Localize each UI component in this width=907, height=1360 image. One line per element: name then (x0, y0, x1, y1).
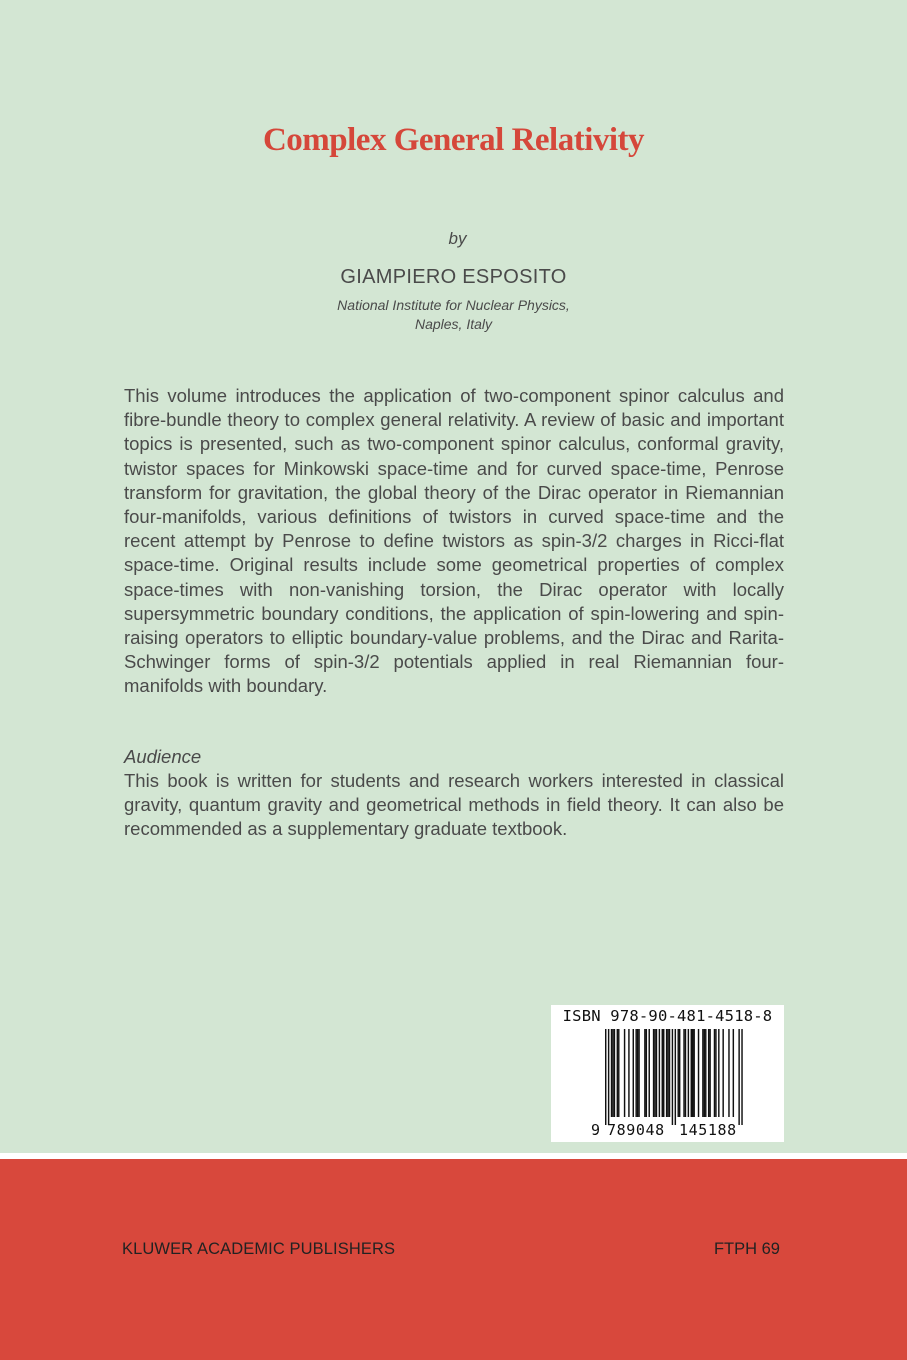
barcode-bar (624, 1029, 625, 1117)
barcode-bar (679, 1029, 680, 1117)
barcode-bar (733, 1029, 734, 1117)
barcode-bar (685, 1029, 686, 1117)
barcode-bar (654, 1029, 655, 1117)
book-title: Complex General Relativity (262, 122, 645, 158)
barcode-bar (611, 1029, 612, 1117)
barcode-bar (714, 1029, 715, 1117)
author-affiliation-line2: Naples, Italy (414, 316, 493, 332)
barcode-bar (691, 1029, 692, 1117)
barcode-bar (663, 1029, 664, 1117)
barcode-bar (678, 1029, 679, 1117)
author-name: GIAMPIERO ESPOSITO (340, 266, 567, 288)
barcode-bar (688, 1029, 689, 1117)
publisher-band (0, 1159, 907, 1360)
barcode-bar (705, 1029, 706, 1117)
barcode-bar (662, 1029, 663, 1117)
barcode-bar (708, 1029, 709, 1117)
barcode-guard-bar (672, 1029, 673, 1125)
barcode-bar (709, 1029, 710, 1117)
barcode-guard-bar (675, 1029, 676, 1125)
by-line: by (448, 229, 467, 248)
barcode-guard-bar (738, 1029, 739, 1125)
barcode-bar (612, 1029, 613, 1117)
barcode-bar (667, 1029, 668, 1117)
barcode-bar (659, 1029, 660, 1117)
barcode-bar (698, 1029, 699, 1117)
barcode-bars (551, 1025, 784, 1125)
barcode-bar (646, 1029, 647, 1117)
barcode-bar (669, 1029, 670, 1117)
publisher-name: KLUWER ACADEMIC PUBLISHERS (122, 1240, 396, 1258)
barcode-guard-bar (608, 1029, 609, 1125)
series-code: FTPH 69 (713, 1240, 780, 1258)
audience-description: This book is written for students and research workers interested in classical gravity, quantum gravity and geometrical methods in field theory. It can also be recommended as a supplementary graduate textbook. (124, 770, 784, 840)
barcode-bar (704, 1029, 705, 1117)
barcode-bar (653, 1029, 654, 1117)
barcode-bar (692, 1029, 693, 1117)
isbn-barcode (551, 1005, 784, 1142)
barcode-bar (728, 1029, 729, 1117)
barcode-bar (715, 1029, 716, 1117)
barcode-guard-bar (605, 1029, 606, 1125)
barcode-bar (718, 1029, 719, 1117)
barcode-bar (633, 1029, 634, 1117)
barcode-bar (618, 1029, 619, 1117)
barcode-bar (628, 1029, 629, 1117)
ean-right-group: 145188 (679, 1121, 737, 1139)
barcode-bar (638, 1029, 639, 1117)
barcode-bar (614, 1029, 615, 1117)
barcode-bar (656, 1029, 657, 1117)
barcode-bar (693, 1029, 694, 1117)
isbn-label: ISBN 978-90-481-4518-8 (562, 1007, 773, 1025)
barcode-bar (722, 1029, 723, 1117)
book-description: This volume introduces the application of two-component spinor calculus and fibre-bundle theory to complex general relativity. A review of basic and important topics is presented, such as two-component spinor calculus, conformal gravity, twistor spaces for Minkowski space-time and for curved space-time, Penrose transform for gravitation, the global theory of the Dirac operator in Riemannian four-manifolds, various definitions of twistors in curved space-time and the recent attempt by Penrose to define twistors as spin-3/2 charges in Ricci-flat space-time. Original results include some geometrical properties of complex space-times with non-vanishing torsion, the Dirac operator with locally supersymmetric boundary conditions, the application of spin-lowering and spin-raising operators to elliptic boundary-value problems, and the Dirac and Rarita-Schwinger forms of spin-3/2 potentials applied in real Riemannian four-manifolds with boundary. (124, 385, 784, 697)
barcode-bar (617, 1029, 618, 1117)
barcode-bar (635, 1029, 636, 1117)
author-affiliation-line1: National Institute for Nuclear Physics, (337, 297, 570, 313)
barcode-bar (666, 1029, 667, 1117)
barcode-guard-bar (741, 1029, 742, 1125)
ean-digits (551, 1120, 784, 1142)
ean-left-group: 789048 (607, 1121, 665, 1139)
barcode-bar (649, 1029, 650, 1117)
barcode-bar (702, 1029, 703, 1117)
ean-first-digit: 9 (591, 1121, 601, 1139)
barcode-bar (644, 1029, 645, 1117)
barcode-bar (637, 1029, 638, 1117)
barcode-bar (683, 1029, 684, 1117)
audience-heading: Audience (124, 746, 202, 767)
